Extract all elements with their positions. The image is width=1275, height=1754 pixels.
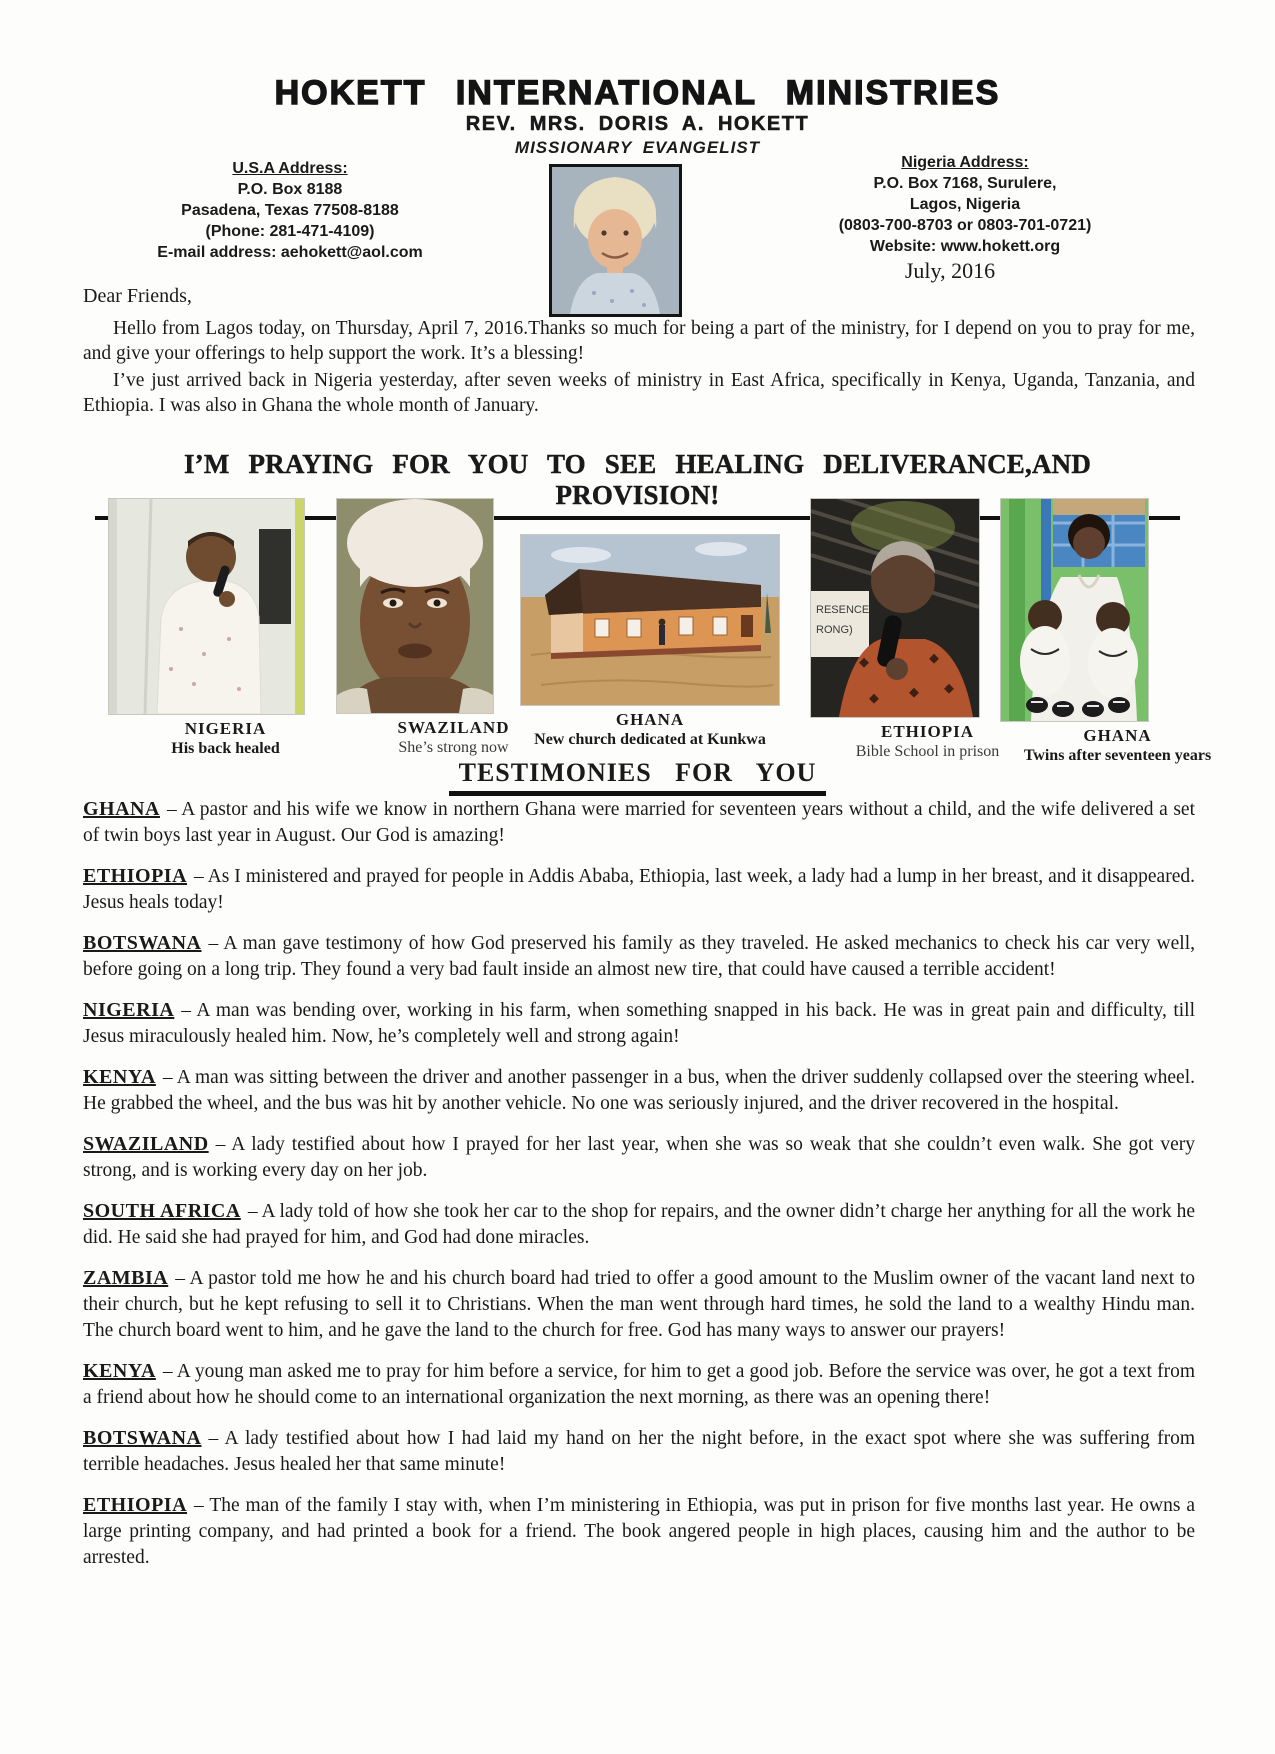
ghana-church-photo — [520, 534, 780, 706]
sign-text-line: RONG) — [816, 624, 853, 636]
testimony-paragraph — [83, 1425, 1195, 1478]
photo-country-label: GHANA — [1083, 726, 1152, 745]
photo-caption: His back healed — [171, 740, 280, 757]
photo-caption: Bible School in prison — [855, 743, 1000, 760]
letter-paragraph: Hello from Lagos today, on Thursday, April 7, 2016.Thanks so much for being a part of the ministry, for I depend on you to pray for me, and give your offerings to help support the work. It’s a blessing! — [83, 318, 1195, 364]
testimony-text: – A man was bending over, working in his farm, when something snapped in his back. He was in great pain and difficulty, till Jesus miraculously healed him. Now, he’s completely well and strong again! — [83, 1000, 1195, 1047]
evangelist-name: REV. MRS. DORIS A. HOKETT — [465, 113, 810, 135]
testimony-text: – A lady testified about how I had laid my hand on her the night before, in the exact spot where she was suffering from terrible headaches. Jesus healed her that same minute! — [83, 1428, 1195, 1475]
testimony-paragraph — [83, 1064, 1195, 1117]
swaziland-photo — [336, 498, 494, 714]
usa-address-block — [95, 158, 485, 263]
photo-country-label: SWAZILAND — [397, 718, 510, 737]
testimony-paragraph — [83, 1492, 1195, 1571]
testimony-country: BOTSWANA — [83, 1427, 202, 1449]
testimony-paragraph — [83, 1198, 1195, 1251]
testimony-paragraph — [83, 997, 1195, 1050]
photo-caption: New church dedicated at Kunkwa — [534, 731, 766, 748]
nigeria-photo-figure — [108, 498, 343, 758]
letter-body — [83, 284, 1195, 420]
testimonies-heading: TESTIMONIES FOR YOU — [449, 758, 827, 796]
testimony-country: GHANA — [83, 798, 160, 820]
nigeria-address-heading: Nigeria Address: — [901, 154, 1029, 171]
nigeria-address-line: P.O. Box 7168, Surulere, — [873, 175, 1057, 192]
usa-address-line: (Phone: 281-471-4109) — [205, 223, 375, 240]
testimony-text: – A pastor told me how he and his church board had tried to offer a good amount to the Muslim owner of the vacant land next to their church, but he kept refusing to sell it to Christians. When the man went through hard times, he sold the land to a wealthy Hindu man. The church board went to him, and he gave the land to the church for free. God has many ways to answer our prayers! — [83, 1268, 1195, 1341]
ethiopia-photo-illustration — [811, 499, 979, 717]
photo-country-label: GHANA — [615, 710, 685, 729]
ghana-church-photo-figure — [520, 498, 780, 749]
ethiopia-photo — [810, 498, 980, 718]
newsletter-date: July, 2016 — [904, 258, 996, 283]
ghana-twins-photo-illustration — [1001, 499, 1148, 721]
ministry-title: HOKETT INTERNATIONAL MINISTRIES — [274, 74, 1001, 112]
usa-address-line: E-mail address: aehokett@aol.com — [157, 244, 423, 261]
testimony-paragraph — [83, 1265, 1195, 1344]
testimony-paragraph — [83, 796, 1195, 849]
photo-caption: Twins after seventeen years — [1023, 747, 1212, 764]
testimony-paragraph — [83, 1358, 1195, 1411]
testimony-text: – A man gave testimony of how God preserved his family as they traveled. He asked mechanics to check his car very well, before going on a long trip. They found a very bad fault inside an almost new tire, that could have caused a terrible accident! — [83, 933, 1195, 980]
nigeria-address-block — [752, 152, 1178, 257]
nigeria-address-line: Website: www.hokett.org — [869, 238, 1061, 255]
testimony-paragraph — [83, 930, 1195, 983]
photo-caption: She’s strong now — [398, 739, 509, 756]
testimony-text: – A lady told of how she took her car to the shop for repairs, and the owner didn’t charge her anything for all the work he did. He said she had prayed for him, and God had done miracles. — [83, 1201, 1195, 1248]
ghana-twins-photo — [1000, 498, 1149, 722]
photo-caption-block — [108, 719, 343, 758]
nigeria-address-line: (0803-700-8703 or 0803-701-0721) — [838, 217, 1092, 234]
ghana-twins-photo-figure — [1000, 498, 1235, 765]
testimony-text: – A young man asked me to pray for him before a service, for him to get a good job. Before the service was over, he got a text from a friend about how he should come to an international organization the next morning, as there was an opening there! — [83, 1361, 1195, 1408]
letter-paragraph: I’ve just arrived back in Nigeria yesterday, after seven weeks of ministry in East Africa, specifically in Kenya, Uganda, Tanzania, and Ethiopia. I was also in Ghana the whole month of January. — [83, 370, 1195, 416]
testimony-text: – The man of the family I stay with, when I’m ministering in Ethiopia, was put in prison for five months last year. He owns a large printing company, and had printed a book for a friend. The book angered people in high places, causing him and the author to be arrested. — [83, 1495, 1195, 1568]
nigeria-photo-illustration — [109, 499, 304, 714]
testimony-text: – As I ministered and prayed for people in Addis Ababa, Ethiopia, last week, a lady had a lump in her breast, and it disappeared. Jesus heals today! — [83, 866, 1195, 913]
testimony-country: SOUTH AFRICA — [83, 1200, 241, 1222]
photo-country-label: ETHIOPIA — [880, 722, 975, 741]
testimony-country: ETHIOPIA — [83, 865, 188, 887]
testimonies-list — [83, 796, 1195, 1585]
testimony-text: – A pastor and his wife we know in northern Ghana were married for seventeen years without a child, and the wife delivered a set of twin boys last year in August. Our God is amazing! — [83, 799, 1195, 846]
nigeria-address-line: Lagos, Nigeria — [909, 196, 1021, 213]
usa-address-line: P.O. Box 8188 — [237, 181, 343, 198]
testimony-text: – A lady testified about how I prayed for her last year, when she was so weak that she couldn’t even walk. She got very strong, and is working every day on her job. — [83, 1134, 1195, 1181]
prayer-banner-heading: I’M PRAYING FOR YOU TO SEE HEALING DELIVERANCE,AND PROVISION! — [95, 449, 1180, 520]
photo-country-label: NIGERIA — [184, 719, 267, 738]
testimony-paragraph — [83, 863, 1195, 916]
testimony-country: ETHIOPIA — [83, 1494, 188, 1516]
testimony-text: – A man was sitting between the driver and another passenger in a bus, when the driver suddenly collapsed over the steering wheel. He grabbed the wheel, and the bus was hit by another vehicle. No one was seriously injured, and the driver recovered in the hospital. — [83, 1067, 1195, 1114]
testimonies-heading-row — [0, 758, 1275, 796]
testimony-country: KENYA — [83, 1066, 156, 1088]
testimony-country: SWAZILAND — [83, 1133, 209, 1155]
nigeria-photo — [108, 498, 305, 715]
testimony-country: BOTSWANA — [83, 932, 202, 954]
testimony-country: KENYA — [83, 1360, 156, 1382]
usa-address-line: Pasadena, Texas 77508-8188 — [181, 202, 399, 219]
testimony-country: NIGERIA — [83, 999, 175, 1021]
ghana-church-photo-illustration — [521, 535, 779, 705]
salutation: Dear Friends, — [83, 285, 192, 307]
testimony-country: ZAMBIA — [83, 1267, 169, 1289]
swaziland-photo-illustration — [337, 499, 493, 713]
photo-caption-block — [533, 710, 768, 749]
usa-address-heading: U.S.A Address: — [232, 160, 348, 177]
testimony-paragraph — [83, 1131, 1195, 1184]
evangelist-role: MISSIONARY EVANGELIST — [514, 138, 761, 157]
sign-text-line: RESENCE — [816, 604, 870, 616]
